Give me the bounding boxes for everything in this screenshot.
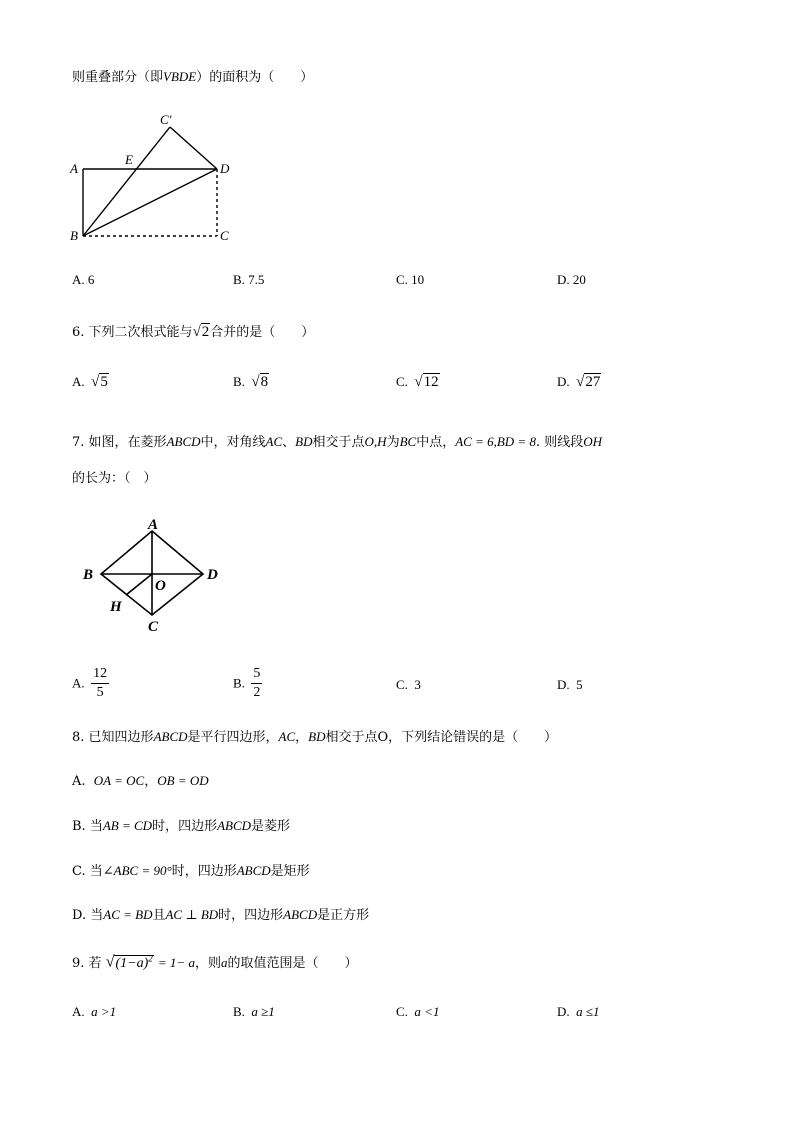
q8-option-b-text: 是菱形: [251, 819, 291, 834]
q5-option-a-value: 6: [87, 272, 95, 287]
q7-stem-line1: [72, 431, 602, 450]
q8-option-c-math: ABCD: [236, 863, 271, 878]
q7-option-b-denominator: 2: [253, 685, 261, 700]
q7-label-a: A: [148, 517, 159, 533]
q5-stem-suffix: ）的面积为（ ）: [196, 70, 314, 85]
q8-option-a-letter: A.: [72, 774, 86, 789]
q5-option-c-letter: C.: [396, 272, 408, 287]
q5-label-a: A: [70, 161, 78, 176]
q6-option-c-letter: C.: [396, 374, 408, 389]
q9-stem-radicand: (1−a): [115, 956, 149, 971]
q5-option-d-letter: D.: [557, 272, 570, 287]
q6-stem-sqrt: √2: [192, 324, 210, 340]
q7-stem-math: OH: [583, 434, 603, 449]
q8-option-a-text: ，: [144, 774, 158, 789]
q6-option-b-letter: B.: [233, 374, 245, 389]
q9-number: 9.: [72, 956, 85, 971]
q7-option-b-numerator: 5: [251, 665, 262, 684]
q6-option-d-sqrt: √27: [576, 374, 601, 390]
q9-stem-radicand-wrap: [114, 955, 153, 971]
q7-figure: [78, 514, 228, 636]
q7-stem-math: O,H: [364, 434, 387, 449]
q8-option-d-text: 时，四边形: [218, 908, 284, 923]
q9-stem: [72, 952, 357, 972]
q6-option-b-radicand: 8: [260, 374, 269, 390]
q7-option-a-fraction: [91, 665, 109, 702]
q9-stem-exponent: 2: [148, 953, 153, 964]
q6-option-a-radicand: 5: [100, 374, 108, 390]
q7-option-c-value: 3: [414, 677, 421, 692]
q8-stem-math: ABCD: [153, 729, 188, 744]
q5-stem-math: VBDE: [163, 69, 197, 84]
q9-stem-math: a: [220, 955, 228, 970]
q7-option-a-letter: A.: [72, 675, 85, 691]
q9-option-d[interactable]: [557, 1004, 600, 1020]
q5-edge-c-prime-d: [170, 127, 217, 169]
q8-option-c-math: ∠ABC = 90°: [102, 863, 172, 878]
q7-option-a-denominator: 5: [96, 685, 104, 700]
q5-label-c: C: [220, 228, 229, 243]
q8-option-b-letter: B.: [72, 819, 86, 834]
q7-label-b: B: [83, 567, 94, 583]
q7-segment-oh: [126, 574, 152, 595]
q9-option-c-letter: C.: [396, 1004, 408, 1019]
q6-option-d[interactable]: [557, 374, 601, 391]
q6-option-c[interactable]: [396, 374, 440, 391]
q7-stem-math: BD: [295, 434, 313, 449]
q5-option-b-letter: B.: [233, 272, 245, 287]
q5-option-c-value: 10: [411, 272, 425, 287]
q7-option-c[interactable]: [396, 677, 421, 693]
q7-stem-text: 中，对角线: [200, 435, 266, 450]
q5-option-d-value: 20: [572, 272, 586, 287]
q6-number: 6.: [72, 325, 85, 340]
q8-stem-text: ，: [295, 730, 309, 745]
q8-option-c[interactable]: [72, 860, 310, 879]
q8-option-b-math: ABCD: [217, 818, 252, 833]
q5-option-a-letter: A.: [72, 272, 85, 287]
q8-option-b-math: AB = CD: [102, 818, 153, 833]
q5-option-b-value: 7.5: [248, 272, 265, 287]
q7-option-b-letter: B.: [233, 675, 245, 691]
q9-option-a[interactable]: [72, 1004, 116, 1020]
q8-option-b[interactable]: [72, 815, 290, 834]
q5-option-b[interactable]: [233, 272, 264, 288]
q9-option-c-value: a <1: [414, 1004, 440, 1019]
q7-label-d: D: [207, 567, 218, 583]
q7-stem-math: AC = 6,BD = 8: [455, 434, 536, 449]
q5-option-a[interactable]: [72, 272, 94, 288]
q9-option-a-value: a >1: [91, 1004, 117, 1019]
q8-option-d-math: AC ⊥ BD: [165, 907, 219, 922]
q8-option-a-math: OA = OC: [93, 773, 145, 788]
q9-stem-text: 若: [88, 956, 102, 971]
q9-stem-math: = 1− a: [157, 955, 195, 970]
q8-stem-text: 相交于点O，下列结论错误的是（ ）: [325, 730, 558, 745]
q9-option-b-letter: B.: [233, 1004, 245, 1019]
q9-option-c[interactable]: [396, 1004, 439, 1020]
q7-number: 7.: [72, 435, 85, 450]
q6-option-c-sqrt: √12: [414, 374, 439, 390]
q6-stem-prefix: 下列二次根式能与: [88, 325, 193, 340]
q8-option-d-text: 是正方形: [317, 908, 370, 923]
q7-option-a-numerator: 12: [91, 665, 109, 684]
q5-label-b: B: [70, 228, 78, 243]
q5-figure: [60, 110, 260, 250]
q8-option-a[interactable]: [72, 770, 209, 789]
q7-option-c-letter: C.: [396, 677, 408, 692]
q8-option-c-text: 当: [89, 864, 103, 879]
q7-label-c: C: [148, 619, 159, 635]
q8-option-d-math: AC = BD: [103, 907, 153, 922]
q5-option-d[interactable]: [557, 272, 586, 288]
q9-option-b[interactable]: [233, 1004, 275, 1020]
q7-option-d[interactable]: [557, 677, 583, 693]
q7-stem-text: 中点，: [416, 435, 456, 450]
q8-stem-math: AC: [278, 729, 296, 744]
q7-stem-text: 的长为：（ ）: [72, 471, 157, 486]
q7-stem-math: AC: [265, 434, 283, 449]
q5-option-c[interactable]: [396, 272, 424, 288]
q6-stem: [72, 321, 314, 341]
q8-option-d-letter: D.: [72, 908, 87, 923]
q8-stem-math: BD: [308, 729, 326, 744]
q7-option-d-letter: D.: [557, 677, 570, 692]
q8-stem-text: 是平行四边形，: [187, 730, 279, 745]
q5-edge-bc-prime: [83, 127, 170, 236]
q8-option-d-math: ABCD: [283, 907, 318, 922]
q7-option-d-value: 5: [576, 677, 583, 692]
q8-number: 8.: [72, 730, 85, 745]
q8-option-c-letter: C.: [72, 864, 86, 879]
q6-option-a-letter: A.: [72, 374, 85, 389]
q6-option-b-sqrt: √8: [251, 374, 269, 390]
q7-stem-text: 为: [386, 435, 400, 450]
q7-stem-text: 如图，在菱形: [88, 435, 167, 450]
q6-option-b[interactable]: [233, 374, 269, 391]
q7-label-h: H: [110, 599, 122, 615]
q7-label-o: O: [155, 578, 166, 594]
q8-option-b-text: 时，四边形: [152, 819, 218, 834]
q7-option-a[interactable]: [72, 665, 109, 702]
q9-option-b-value: a ≥1: [251, 1004, 275, 1019]
q8-option-b-text: 当: [89, 819, 103, 834]
q8-option-a-math: OB = OD: [157, 773, 209, 788]
q7-option-b-fraction: [251, 665, 262, 702]
q5-label-d: D: [220, 161, 230, 176]
q7-stem-math: ABCD: [166, 434, 201, 449]
q6-option-d-radicand: 27: [585, 374, 601, 390]
q8-option-d-text: 当: [90, 908, 104, 923]
q6-option-c-radicand: 12: [423, 374, 439, 390]
q6-option-d-letter: D.: [557, 374, 570, 389]
q9-stem-sqrt: $√(1-a)^2$: [105, 953, 153, 971]
q7-stem-text: 相交于点: [312, 435, 365, 450]
q6-option-a[interactable]: [72, 374, 109, 391]
q7-option-b[interactable]: [233, 665, 262, 702]
q6-stem-radicand: 2: [201, 324, 210, 340]
q9-option-d-value: a ≤1: [576, 1004, 600, 1019]
q8-option-d-text: 且: [152, 908, 166, 923]
q6-stem-suffix: 合并的是（ ）: [210, 325, 315, 340]
q6-option-a-sqrt: √5: [91, 374, 108, 390]
q5-label-e: E: [125, 152, 133, 167]
q8-option-c-text: 是矩形: [270, 864, 310, 879]
q8-stem: [72, 726, 557, 745]
q8-option-c-text: 时，四边形: [171, 864, 237, 879]
q7-stem-math: BC: [399, 434, 417, 449]
q8-stem-text: 已知四边形: [88, 730, 154, 745]
q9-option-d-letter: D.: [557, 1004, 570, 1019]
q9-stem-text: ，则: [194, 956, 221, 971]
q5-label-c-prime: C′: [160, 112, 172, 127]
q7-stem-text: . 则线段: [535, 435, 584, 450]
q8-option-d[interactable]: [72, 904, 369, 923]
q7-stem-line2: [72, 467, 157, 486]
q5-edge-bd: [83, 169, 217, 236]
q9-stem-text: 的取值范围是（ ）: [227, 956, 358, 971]
q7-stem-text: 、: [282, 435, 296, 450]
q5-stem-prefix: 则重叠部分（即: [72, 70, 164, 85]
q9-option-a-letter: A.: [72, 1004, 85, 1019]
q5-stem: [72, 66, 313, 85]
